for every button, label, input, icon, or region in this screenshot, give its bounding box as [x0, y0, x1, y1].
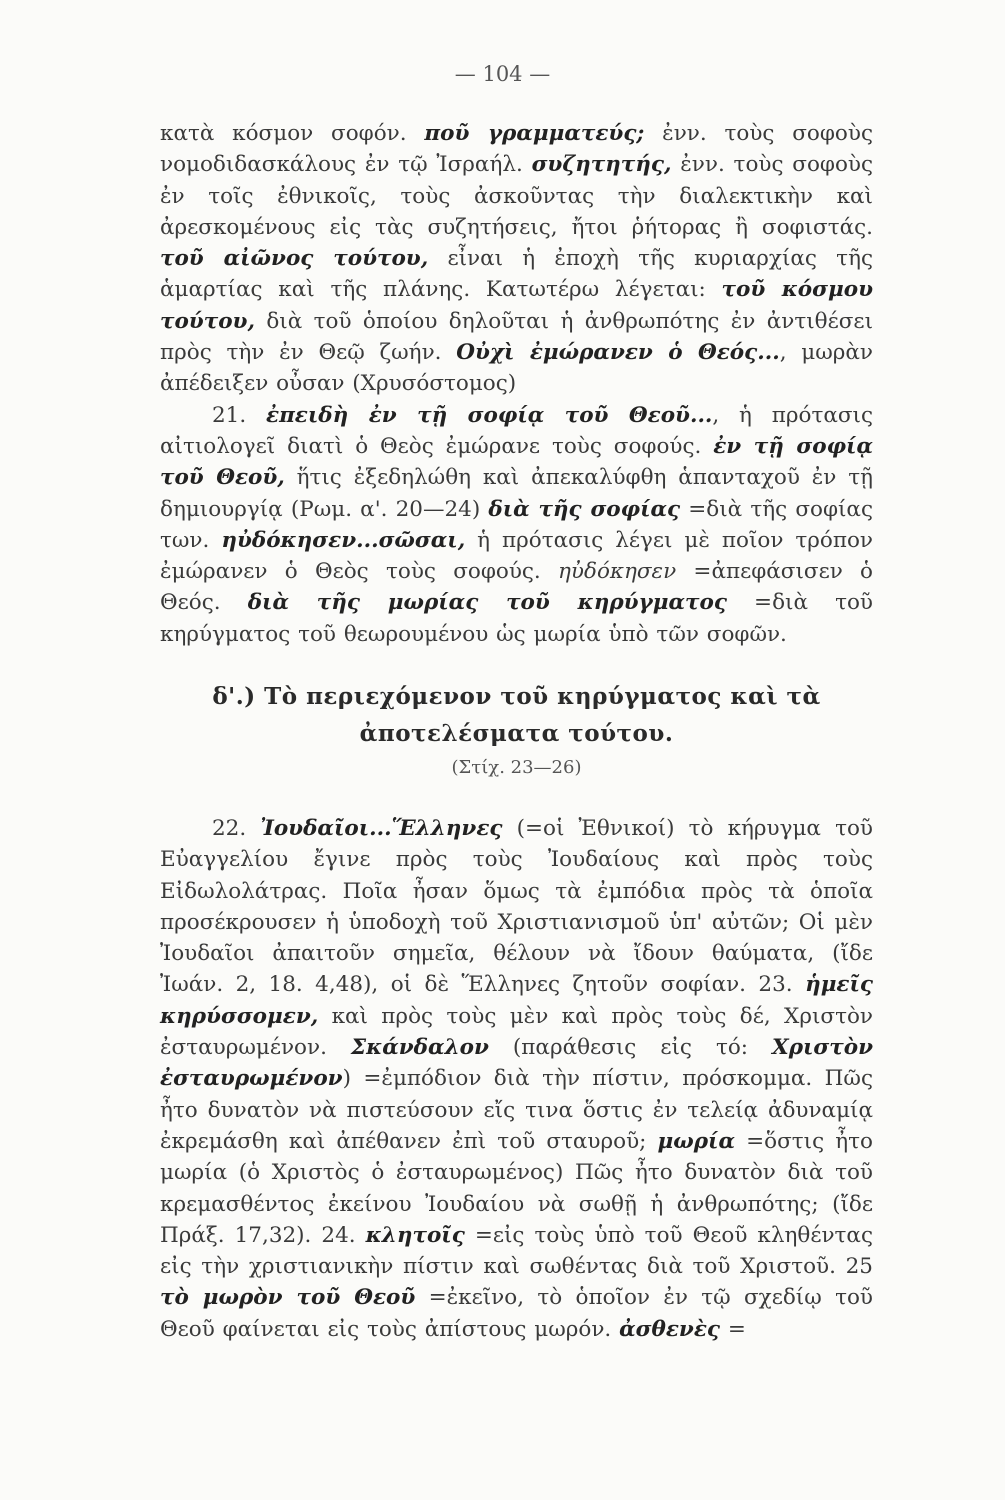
emphasized-term: Οὐχὶ ἐμώρανεν ὁ Θεός...	[456, 340, 780, 366]
emphasized-term: συζητητής,	[531, 152, 672, 178]
page-number: — 104 —	[454, 62, 551, 86]
emphasized-term: κλητοῖς	[365, 1222, 465, 1248]
text-run: =διὰ τῆς σοφίας των.	[160, 496, 873, 553]
emphasized-term: ηὐδόκησεν...σῶσαι,	[221, 527, 466, 553]
text-run: καὶ πρὸς τοὺς μὲν καὶ πρὸς τοὺς δέ, Χριστὸν ἐσταυρωμένον.	[160, 1003, 873, 1061]
text-run: 21.	[212, 402, 266, 428]
paragraph-verse-20	[160, 118, 873, 400]
emphasized-term: τοῦ κόσμου τούτου,	[160, 277, 873, 334]
emphasized-term: διὰ τῆς σοφίας	[488, 496, 681, 522]
section-heading	[160, 678, 873, 752]
commentary-block-2	[160, 813, 873, 1345]
emphasized-term: ἀσθενὲς	[619, 1316, 720, 1342]
section-heading-line-1: δ'.) Τὸ περιεχόμενον τοῦ κηρύγματος καὶ τὰ	[212, 683, 821, 710]
emphasized-term: ἐν τῇ σοφίᾳ τοῦ Θεοῦ,	[160, 433, 873, 491]
text-run: (παράθεσις εἰς τό:	[488, 1035, 773, 1061]
emphasized-term: τοῦ αἰῶνος τούτου,	[160, 246, 429, 272]
text-run: ἐνν. τοὺς σοφοὺς ἐν τοῖς ἐθνικοῖς, τοὺς ἀσκοῦντας τὴν διαλεκτικὴν καὶ ἀρεσκομένους εἰς τὰς συζητήσεις, ἤτοι ῥήτορας ἢ σοφιστάς.	[160, 152, 873, 240]
emphasized-term: μωρία	[657, 1128, 736, 1154]
emphasized-term: ποῦ γραμματεύς;	[424, 121, 645, 146]
emphasized-term: διὰ τῆς μωρίας τοῦ κηρύγματος	[247, 590, 727, 616]
emphasized-term: ἡμεῖς κηρύσσομεν,	[160, 972, 873, 1029]
text-run: =ἀπεφάσισεν ὁ Θεός.	[160, 559, 874, 616]
section-subheading: (Στίχ. 23—26)	[451, 757, 582, 778]
text-run: διὰ τοῦ ὁποίου δηλοῦται ἡ ἀνθρωπότης ἐν ἀντιθέσει πρὸς τὴν ἐν Θεῷ ζωήν.	[160, 308, 873, 366]
emphasized-term: ηὐδόκησεν	[558, 559, 677, 585]
text-run: ἥτις ἐξεδηλώθη καὶ ἀπεκαλύφθη ἁπανταχοῦ ἐν τῇ δημιουργίᾳ (Ρωμ. α'. 20—24)	[160, 465, 873, 522]
text-run: , μωρὰν ἀπέδειξεν οὖσαν (Χρυσόστομος)	[160, 340, 874, 397]
text-run: (=οἱ Ἐθνικοί) τὸ κήρυγμα τοῦ Εὐαγγελίου ἔγινε πρὸς τοὺς Ἰουδαίους καὶ πρὸς τοὺς Εἰδωλολάτρας. Ποῖα ἦσαν ὅμως τὰ ἐμπόδια πρὸς τὰ ὁποῖα προσέκρουσεν ἡ ὑποδοχὴ τοῦ Χριστιανισμοῦ ὑπ' αὐτῶν; Οἱ μὲν Ἰουδαῖοι ἀπαιτοῦν σημεῖα, θέλουν νὰ ἴδουν θαύματα, (ἴδε Ἰωάν. 2, 18. 4,48), οἱ δὲ Ἕλληνες ζητοῦν σοφίαν. 23.	[160, 816, 873, 998]
text-run: =	[720, 1316, 746, 1342]
text-run: ) =ἐμπόδιον διὰ τὴν πίστιν, πρόσκομμα. Πῶς ἦτο δυνατὸν νὰ πιστεύσουν εἴς τινα ὅστις ἐν τελείᾳ ἀδυναμίᾳ ἐκρεμάσθη καὶ ἀπέθανεν ἐπὶ τοῦ σταυροῦ;	[160, 1066, 873, 1154]
text-run: κατὰ κόσμον σοφόν.	[160, 121, 425, 146]
text-run: ἡ πρότασις λέγει μὲ ποῖον τρόπον ἐμώρανεν ὁ Θεὸς τοὺς σοφούς.	[160, 527, 874, 585]
section-heading-line-2: ἀποτελέσματα τούτου.	[359, 720, 674, 747]
emphasized-term: Χριστὸν ἐσταυρωμένον	[160, 1035, 873, 1092]
text-run: ἐνν. τοὺς σοφοὺς νομοδιδασκάλους ἐν τῷ Ἰσραήλ.	[160, 121, 873, 178]
commentary-block-1	[160, 118, 873, 650]
text-run: =εἰς τοὺς ὑπὸ τοῦ Θεοῦ κληθέντας εἰς τὴν χριστιανικὴν πίστιν καὶ σωθέντας διὰ τοῦ Χριστοῦ. 25	[160, 1222, 873, 1280]
paragraph-verse-21	[160, 400, 873, 650]
text-run: =ἐκεῖνο, τὸ ὁποῖον ἐν τῷ σχεδίῳ τοῦ Θεοῦ φαίνεται εἰς τοὺς ἀπίστους μωρόν.	[160, 1285, 873, 1342]
emphasized-term: Σκάνδαλον	[350, 1035, 489, 1061]
emphasized-term: Ἰουδαῖοι...Ἕλληνες	[260, 816, 503, 841]
text-run: =διὰ τοῦ κηρύγματος τοῦ θεωρουμένου ὡς μωρία ὑπὸ τῶν σοφῶν.	[160, 590, 873, 647]
text-run: εἶναι ἡ ἐποχὴ τῆς κυριαρχίας τῆς ἁμαρτίας καὶ τῆς πλάνης. Κατωτέρω λέγεται:	[160, 246, 873, 303]
text-run: 22.	[212, 816, 261, 841]
text-run: , ἡ πρότασις αἰτιολογεῖ διατὶ ὁ Θεὸς ἐμώρανε τοὺς σοφούς.	[160, 402, 874, 459]
text-run: =ὅστις ἦτο μωρία (ὁ Χριστὸς ὁ ἐσταυρωμένος) Πῶς ἦτο δυνατὸν διὰ τοῦ κρεμασθέντος ἐκείνου Ἰουδαίου νὰ σωθῇ ἡ ἀνθρωπότης; (ἴδε Πράξ. 17,32). 24.	[160, 1128, 874, 1248]
emphasized-term: ἐπειδὴ ἐν τῇ σοφίᾳ τοῦ Θεοῦ...	[266, 402, 713, 428]
emphasized-term: τὸ μωρὸν τοῦ Θεοῦ	[160, 1285, 416, 1311]
paragraph-verses-22-25	[160, 813, 873, 1345]
